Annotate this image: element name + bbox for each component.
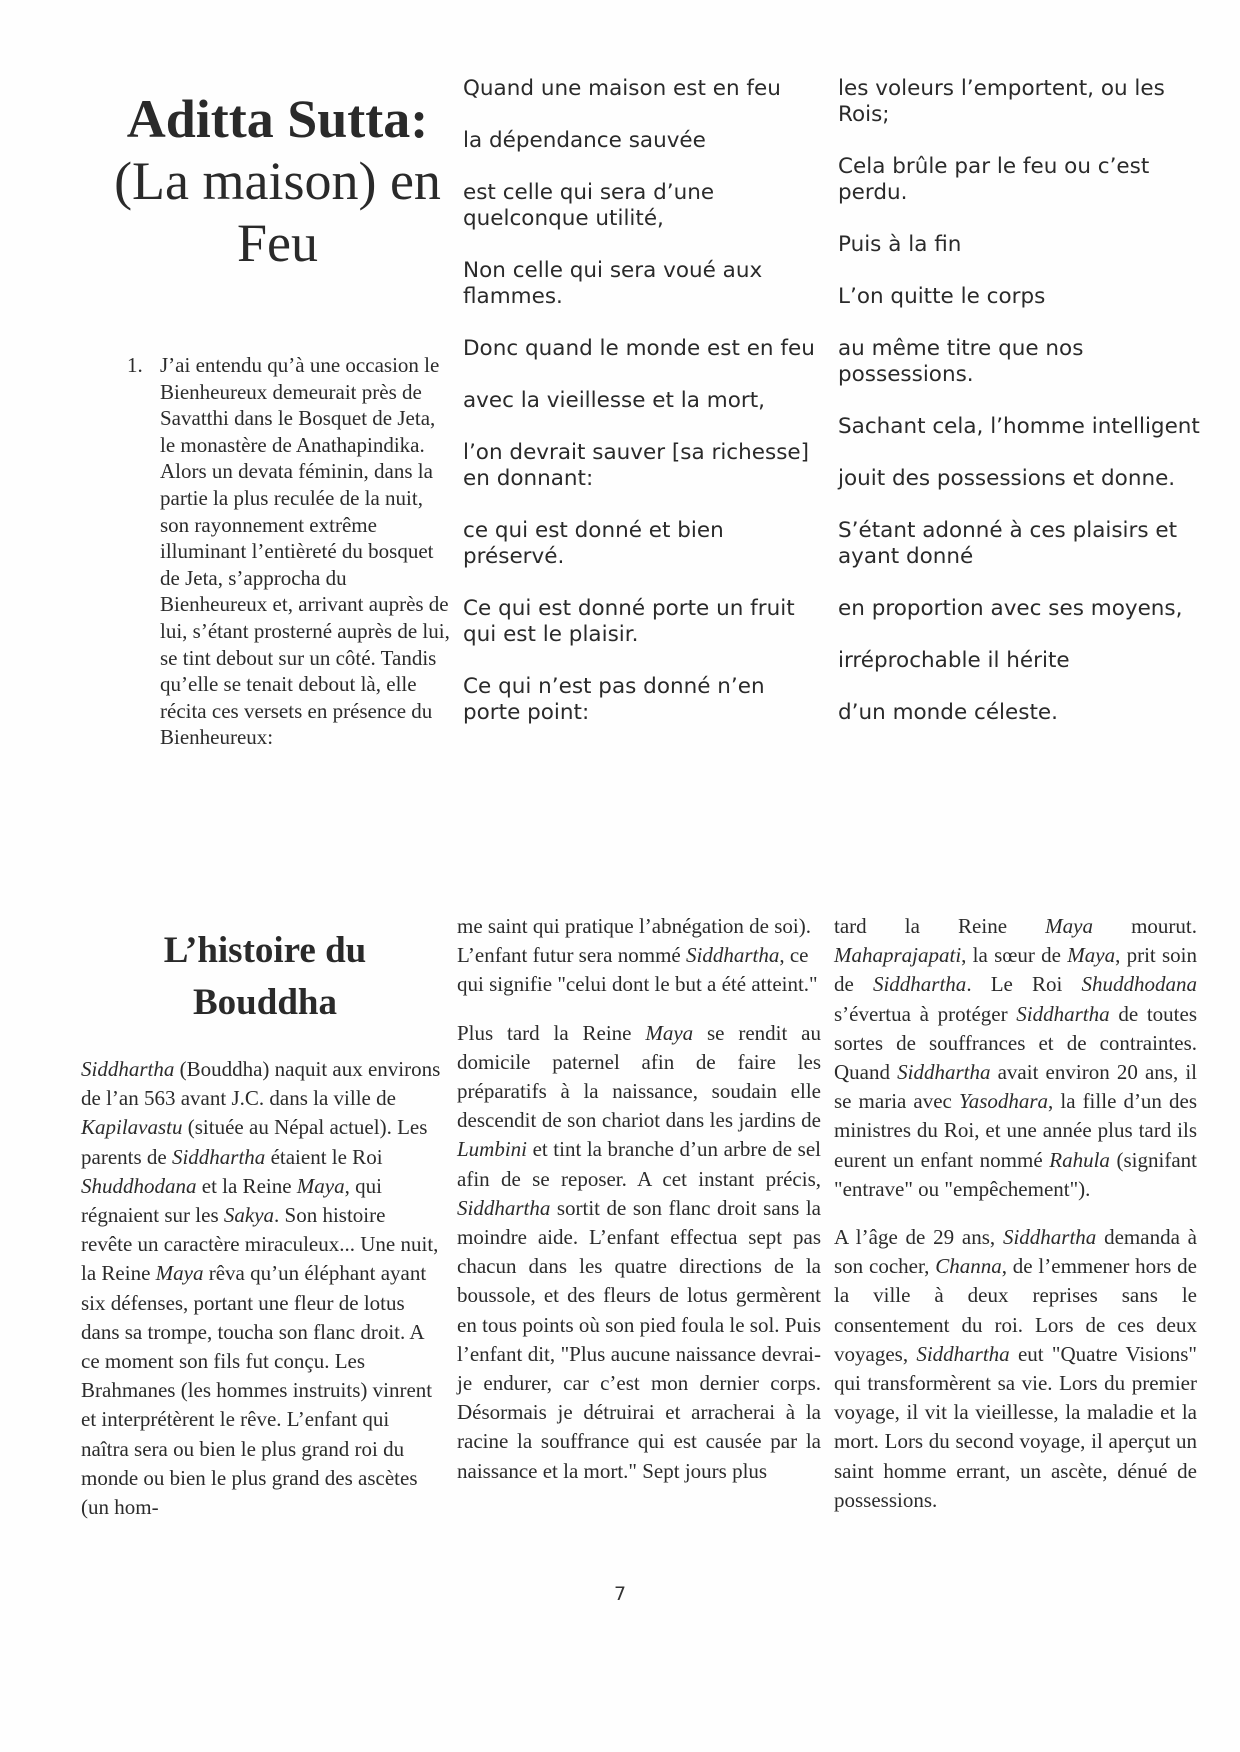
numbered-paragraph-1 [127,352,450,751]
name-maya: Maya [645,1020,694,1045]
paragraph-number: 1. [127,353,143,377]
verse-line: Sachant cela, l’homme intelligent [838,414,1200,439]
name-siddhartha: Siddhartha [457,1195,551,1220]
name-lumbini: Lumbini [457,1137,528,1162]
text-run: demanda à son cocher, [834,1225,1197,1279]
verse-line: irréprochable il hérite [838,648,1070,673]
text-run: , ce qui signifie "celui dont le but a été atteint." [457,943,818,997]
verse-line: les voleurs l’emportent, ou les Rois; [838,76,1165,127]
aditta-sutta-title [95,88,460,274]
story-column-right [834,912,1197,1515]
verse-line: Ce qui est donné porte un fruit qui est le plaisir. [463,596,795,647]
name-channa: Channa [935,1254,1002,1279]
text-run: Plus tard la Reine [457,1020,646,1045]
verse-line: en proportion avec ses moyens, [838,596,1183,621]
text-run: , la fille d’un des ministres du Roi, et une année plus tard ils eurent un enfant nommé [834,1089,1197,1172]
name-siddhartha: Siddhartha [81,1057,175,1081]
name-kapilavastu: Kapilavastu [81,1115,183,1140]
verse-line: la dépendance sauvée [463,128,706,153]
name-shuddhodana: Shuddhodana [1081,972,1197,997]
story-paragraph [834,1223,1197,1515]
text-run: (signifant "entrave" ou "empêchement"). [834,1147,1198,1201]
text-run: avait environ 20 ans, il se maria avec [834,1060,1197,1114]
text-run: . Le Roi [966,972,1082,997]
text-run: eut "Quatre Visions" qui transformèrent sa vie. Lors du premier voyage, il vit la vieillesse, la maladie et la mort. Lors du second voyage, il aperçut un saint homme errant, un ascète, dénué de possessions. [834,1341,1197,1512]
title-line-2: Bouddha [193,982,337,1023]
text-run: mourut. [1092,914,1197,938]
verse-line: Cela brûle par le feu ou c’est perdu. [838,154,1150,205]
text-run: (Bouddha) naquit aux environs de l’an 563 avant J.C. dans la ville de [81,1057,441,1111]
verse-line: Puis à la fin [838,232,962,257]
text-run: s’évertua à protéger [834,1001,1017,1026]
text-run: , la sœur de [961,943,1068,968]
text-run: me saint qui pratique l’abnégation de soi). L’enfant futur sera nommé [457,914,811,968]
story-paragraph [457,912,821,1000]
name-sakya: Sakya [223,1203,275,1228]
verse-line: est celle qui sera d’une quelconque utilité, [463,180,715,231]
text-run: , qui régnaient sur les [81,1173,382,1228]
verse-line: jouit des possessions et donne. [838,466,1176,491]
text-run: sortit de son flanc droit sans la moindre aide. L’enfant effectua sept pas chacun dans les quatre directions de la boussole, et des fleurs de lotus germèrent en tous points où son pied foula le sol. Puis l’enfant dit, "Plus aucune naissance devrai-je endurer, car c’est mon dernier corps. Désormais je détruirai et arracherai à la racine la souffrance qui est causée par la naissance et la mort." Sept jours plus [457,1195,821,1483]
paragraph-text: J’ai entendu qu’à une occasion le Bienheureux demeurait près de Savatthi dans le Bosquet de Jeta, le monastère de Anathapindika. Alors un devata féminin, dans la partie la plus reculée de la nuit, son rayonnement extrême illuminant l’entièreté du bosquet de Jeta, s’approcha du Bienheureux et, arrivant auprès de lui, s’étant prosterné auprès de lui, se tint debout sur un côté. Tandis qu’elle se tenait debout là, elle récita ces versets en présence du Bienheureux: [160,353,450,750]
verse-line: d’un monde céleste. [838,700,1058,725]
verse-line: Non celle qui sera voué aux flammes. [463,258,763,309]
name-siddhartha: Siddhartha [916,1341,1010,1366]
name-siddhartha: Siddhartha [171,1144,266,1169]
verse-line: au même titre que nos possessions. [838,336,1084,387]
text-run: se rendit au domicile paternel afin de faire les préparatifs à la naissance, soudain elle descendit de son chariot dans les jardins de [457,1020,821,1133]
name-maya: Maya [296,1173,345,1198]
story-paragraph [81,1055,441,1522]
verse-column-right [838,76,1208,752]
text-run: . Son histoire revête un caractère miraculeux... Une nuit, la Reine [81,1203,439,1286]
verse-line: L’on quitte le corps [838,284,1046,309]
title-line-1: L’histoire du [163,930,367,971]
verse-line: Ce qui n’est pas donné n’en porte point: [463,674,765,725]
verse-line: Donc quand le monde est en feu [463,336,815,361]
name-siddhartha: Siddhartha [897,1060,991,1085]
name-yasodhara: Yasodhara [958,1089,1049,1114]
story-paragraph [457,1019,821,1486]
name-maya: Maya [1067,943,1116,968]
story-column-middle [457,912,821,1486]
verse-line: ce qui est donné et bien préservé. [463,518,724,569]
name-maya: Maya [1045,914,1093,938]
text-run: étaient le Roi [265,1144,383,1169]
name-siddhartha: Siddhartha [872,972,967,997]
text-run: tard la Reine [834,914,1046,938]
title-line-3: Feu [237,213,318,273]
verse-line: avec la vieillesse et la mort, [463,388,765,413]
verse-column-middle [463,76,823,752]
name-siddhartha: Siddhartha [1002,1225,1097,1250]
name-shuddhodana: Shuddhodana [81,1173,197,1198]
name-siddhartha: Siddhartha [1016,1001,1110,1026]
name-siddhartha: Siddhartha [685,943,780,968]
verse-line: S’étant adonné à ces plaisirs et ayant donné [838,518,1178,569]
name-maya: Maya [155,1261,204,1286]
page-number: 7 [613,1583,627,1605]
title-line-2: (La maison) en [114,151,441,211]
story-column-left [81,1055,441,1522]
text-run: , prit soin de [834,943,1198,997]
text-run: rêva qu’un éléphant ayant six défenses, portant une fleur de lotus dans sa trompe, toucha son flanc droit. A ce moment son fils fut conçu. Les Brahmanes (les hommes instruits) vinrent et interprétèrent le rêve. L’enfant qui naîtra sera ou bien le plus grand roi du monde ou bien le plus grand des ascètes (un hom- [81,1261,433,1520]
verse-line: l’on devrait sauver [sa richesse] en donnant: [463,440,810,491]
text-run: et tint la branche d’un arbre de sel afin de se reposer. A cet instant précis, [457,1137,821,1191]
text-run: A l’âge de 29 ans, [834,1225,1003,1250]
verse-line: Quand une maison est en feu [463,76,781,101]
text-run: et la Reine [196,1173,297,1198]
histoire-bouddha-title [110,925,420,1029]
text-run: de toutes sortes de souffrances et de contraintes. Quand [834,1001,1197,1085]
title-line-1: Aditta Sutta: [126,89,429,149]
text-run: (située au Népal actuel). Les parents de [81,1115,428,1169]
name-rahula: Rahula [1049,1147,1110,1172]
text-run: , de l’emmener hors de la ville à deux reprises sans le consentement du roi. Lors de ces deux voyages, [834,1254,1197,1366]
story-paragraph [834,912,1197,1204]
name-mahaprajapati: Mahaprajapati [834,943,962,968]
